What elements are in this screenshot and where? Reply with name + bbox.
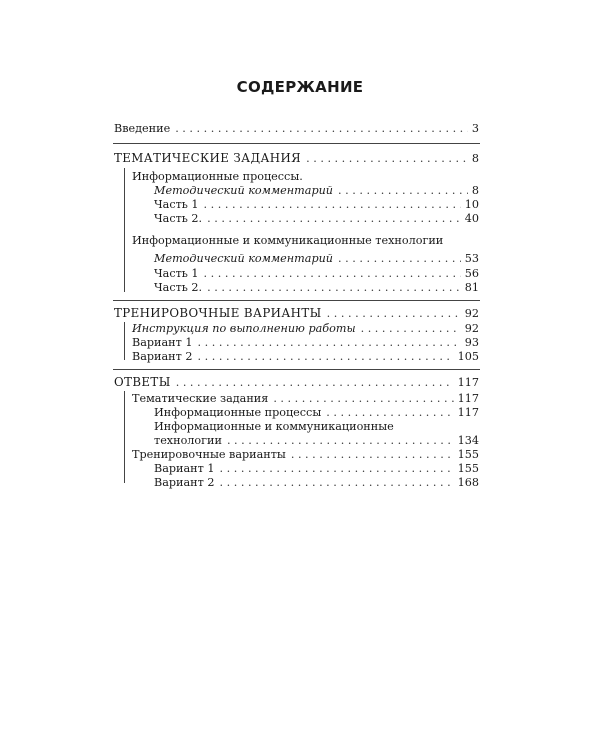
toc-section-label: ТЕМАТИЧЕСКИЕ ЗАДАНИЯ <box>114 151 302 165</box>
dot-leader <box>338 184 468 198</box>
toc-entry-label: Часть 1 <box>154 267 199 280</box>
dot-leader <box>220 462 454 476</box>
toc-entry-page: 92 <box>464 322 479 335</box>
dot-leader <box>338 252 461 266</box>
toc-entry-part1-b[interactable] <box>154 267 479 281</box>
dot-leader <box>306 152 468 166</box>
dot-leader <box>198 350 454 364</box>
dot-leader <box>291 448 454 462</box>
toc-entry-page: 155 <box>457 448 479 461</box>
toc-entry-method-comment-2[interactable] <box>154 252 479 266</box>
dot-leader <box>207 281 461 295</box>
dot-leader <box>326 406 453 420</box>
toc-entry-answers-ict-line1: Информационные и коммуникационные <box>154 420 394 433</box>
toc-entry-answers-training[interactable] <box>132 448 479 462</box>
toc-entry-page: 56 <box>464 267 479 280</box>
dot-leader <box>198 336 461 350</box>
toc-entry-page: 81 <box>464 281 479 294</box>
toc-entry-label: Тематические задания <box>132 392 269 405</box>
toc-entry-label: Инструкция по выполнению работы <box>132 322 356 335</box>
dot-leader <box>204 267 461 281</box>
toc-entry-label: Вариант 2 <box>154 476 215 489</box>
toc-entry-page: 53 <box>464 252 479 265</box>
toc-entry-page: 134 <box>457 434 479 447</box>
toc-subheading-ict: Информационные и коммуникационные технологии <box>132 234 444 247</box>
toc-entry-method-comment-1[interactable] <box>154 184 479 198</box>
page-title: СОДЕРЖАНИЕ <box>236 78 364 96</box>
toc-entry-answers-variant2[interactable] <box>154 476 479 490</box>
toc-entry-label: Часть 1 <box>154 198 199 211</box>
subsection-bracket <box>124 322 125 360</box>
toc-entry-label: Методический комментарий <box>154 252 334 265</box>
toc-entry-label: технологии <box>154 434 222 447</box>
toc-entry-page: 117 <box>457 392 479 405</box>
dot-leader <box>327 307 461 321</box>
toc-entry-label: Информационные процессы <box>154 406 322 419</box>
section-divider <box>113 300 480 301</box>
toc-entry-page: 168 <box>457 476 479 489</box>
toc-entry-label: Тренировочные варианты <box>132 448 286 461</box>
toc-entry-label: Часть 2. <box>154 281 203 294</box>
dot-leader <box>227 434 454 448</box>
toc-entry-page: 93 <box>464 336 479 349</box>
toc-entry-part2-a[interactable] <box>154 212 479 226</box>
toc-subheading-info-processes: Информационные процессы. <box>132 170 303 183</box>
dot-leader <box>175 122 468 136</box>
toc-entry-page: 117 <box>457 406 479 419</box>
toc-entry-label: Часть 2. <box>154 212 203 225</box>
toc-section-answers[interactable] <box>114 375 479 390</box>
toc-entry-label: Вариант 1 <box>154 462 215 475</box>
dot-leader <box>220 476 454 490</box>
toc-entry-label: Введение <box>114 122 171 135</box>
toc-entry-answers-ict[interactable] <box>154 434 479 448</box>
toc-entry-page: 3 <box>471 122 479 135</box>
toc-entry-page: 105 <box>457 350 479 363</box>
dot-leader <box>176 376 454 390</box>
toc-entry-page: 8 <box>471 184 479 197</box>
dot-leader <box>207 212 461 226</box>
toc-section-label: ТРЕНИРОВОЧНЫЕ ВАРИАНТЫ <box>114 306 322 320</box>
toc-section-page: 8 <box>471 152 479 165</box>
toc-entry-part1-a[interactable] <box>154 198 479 212</box>
toc-entry-page: 40 <box>464 212 479 225</box>
toc-entry-answers-variant1[interactable] <box>154 462 479 476</box>
toc-entry-intro[interactable] <box>114 122 479 136</box>
toc-entry-page: 10 <box>464 198 479 211</box>
section-divider <box>113 369 480 370</box>
toc-entry-label: Вариант 1 <box>132 336 193 349</box>
section-divider <box>113 143 480 144</box>
toc-entry-part2-b[interactable] <box>154 281 479 295</box>
toc-entry-instruction[interactable] <box>132 322 479 336</box>
dot-leader <box>361 322 461 336</box>
toc-section-label: ОТВЕТЫ <box>114 375 171 389</box>
subsection-bracket <box>124 391 125 483</box>
toc-section-thematic[interactable] <box>114 151 479 166</box>
dot-leader <box>204 198 461 212</box>
subsection-bracket <box>124 168 125 292</box>
toc-section-page: 117 <box>457 376 479 389</box>
toc-entry-answers-thematic[interactable] <box>132 392 479 406</box>
toc-entry-label: Вариант 2 <box>132 350 193 363</box>
toc-entry-label: Методический комментарий <box>154 184 334 197</box>
dot-leader <box>273 392 453 406</box>
toc-section-training[interactable] <box>114 306 479 321</box>
toc-entry-variant2[interactable] <box>132 350 479 364</box>
toc-section-page: 92 <box>464 307 479 320</box>
toc-entry-variant1[interactable] <box>132 336 479 350</box>
toc-entry-page: 155 <box>457 462 479 475</box>
toc-entry-answers-info-processes[interactable] <box>154 406 479 420</box>
